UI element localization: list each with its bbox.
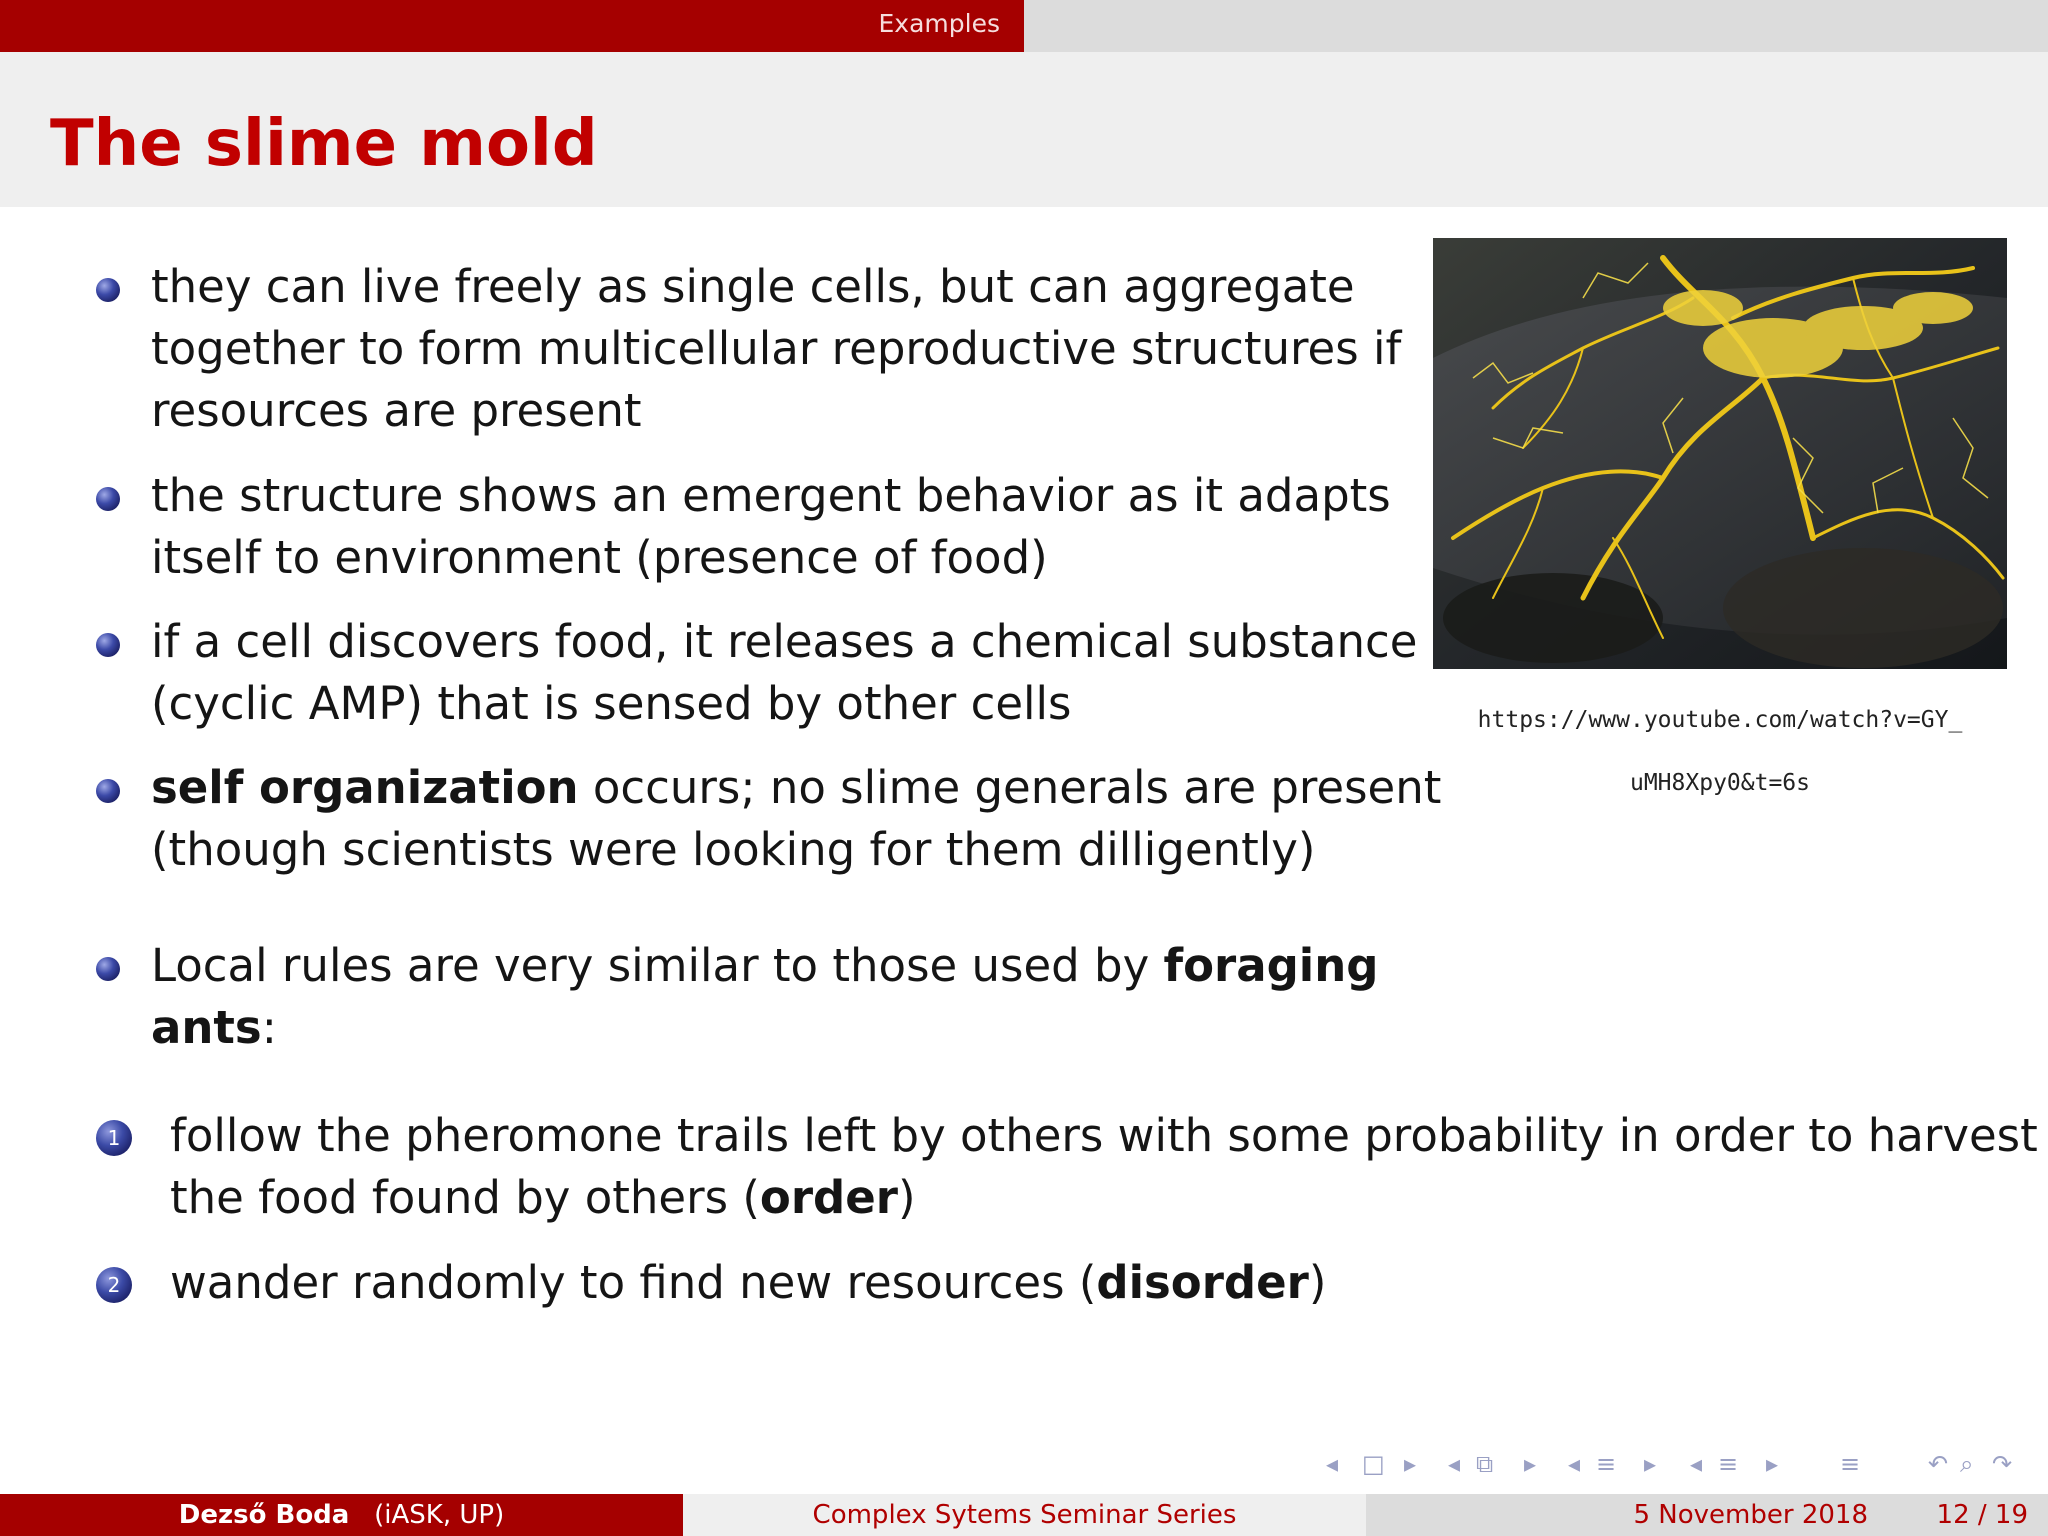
bullet-line: (though scientists were looking for them dilligently): [151, 823, 1316, 876]
nav-next-icon[interactable]: ▸: [1524, 1450, 1537, 1478]
image-caption-url-cont[interactable]: uMH8Xpy0&t=6s: [1629, 770, 1810, 796]
footer-author-segment: [0, 1494, 683, 1536]
bullet-icon: [96, 487, 120, 511]
slide-title: The slime mold: [50, 107, 598, 181]
bullet-line: occurs; no slime generals are present: [578, 761, 1442, 814]
section-label[interactable]: Examples: [878, 9, 1000, 38]
enum-line: wander randomly to find new resources (: [170, 1256, 1097, 1309]
image-caption-url[interactable]: https://www.youtube.com/watch?v=GY_: [1477, 707, 1963, 733]
nav-prev-icon[interactable]: ◂: [1690, 1450, 1703, 1478]
enum-text: [170, 1252, 1326, 1314]
nav-search-icon[interactable]: ⌕: [1960, 1450, 1974, 1478]
footer-page-number: 12 / 19: [1936, 1500, 2028, 1530]
bold-term: disorder: [1096, 1256, 1309, 1309]
bullet-line: they can live freely as single cells, but can aggregate: [151, 260, 1355, 313]
bullet-line: together to form multicellular reproductive structures if: [151, 322, 1402, 375]
enum-number-badge: 1: [96, 1120, 132, 1156]
bullet-line: itself to environment (presence of food): [151, 531, 1048, 584]
bold-term: foraging: [1163, 939, 1379, 992]
bullet-line: :: [261, 1001, 277, 1054]
bullet-line: the structure shows an emergent behavior as it adapts: [151, 469, 1391, 522]
enum-number-badge: 2: [96, 1267, 132, 1303]
bullet-icon: [96, 779, 120, 803]
enum-line: follow the pheromone trails left by others with some probability in order to harvest: [170, 1109, 2038, 1162]
beamer-navigation: [1320, 1448, 2040, 1480]
footer-bar: [0, 1494, 2048, 1536]
slime-mold-photo: [1433, 238, 2007, 669]
nav-frame-icon[interactable]: □: [1362, 1450, 1385, 1478]
bold-term: order: [759, 1171, 898, 1224]
enum-line: ): [897, 1171, 916, 1224]
nav-section-icon[interactable]: ≡: [1718, 1450, 1739, 1478]
enum-text: [170, 1105, 2038, 1229]
footer-date-segment: [1366, 1494, 2048, 1536]
bullet-text: [151, 256, 1401, 442]
bullet-icon: [96, 278, 120, 302]
nav-section-icon[interactable]: ≡: [1596, 1450, 1617, 1478]
bullet-text: [151, 611, 1417, 735]
bullet-line: Local rules are very similar to those used by: [151, 939, 1164, 992]
footer-date: 5 November 2018: [1633, 1500, 1868, 1530]
bullet-text: [151, 935, 1378, 1059]
footer-series: Complex Sytems Seminar Series: [683, 1494, 1366, 1536]
enum-line: the food found by others (: [170, 1171, 760, 1224]
bullet-text: [151, 757, 1441, 881]
nav-next-icon[interactable]: ▸: [1404, 1450, 1417, 1478]
nav-back-icon[interactable]: ↶: [1928, 1450, 1949, 1478]
nav-prev-icon[interactable]: ◂: [1448, 1450, 1461, 1478]
bold-term: ants: [151, 1001, 262, 1054]
footer-affiliation: (iASK, UP): [374, 1500, 505, 1530]
bullet-line: (cyclic AMP) that is sensed by other cells: [151, 677, 1072, 730]
top-header-bar: [0, 0, 2048, 52]
nav-subsection-icon[interactable]: ⧉: [1476, 1450, 1494, 1478]
nav-next-icon[interactable]: ▸: [1644, 1450, 1657, 1478]
bullet-text: [151, 465, 1391, 589]
nav-forward-icon[interactable]: ↷: [1992, 1450, 2013, 1478]
bullet-line: if a cell discovers food, it releases a chemical substance: [151, 615, 1418, 668]
bullet-line: resources are present: [151, 384, 642, 437]
bullet-icon: [96, 957, 120, 981]
nav-prev-icon[interactable]: ◂: [1326, 1450, 1339, 1478]
nav-next-icon[interactable]: ▸: [1766, 1450, 1779, 1478]
bold-term: self organization: [151, 761, 579, 814]
nav-prev-icon[interactable]: ◂: [1568, 1450, 1581, 1478]
header-grey-segment: [1024, 0, 2048, 52]
enum-line: ): [1308, 1256, 1327, 1309]
footer-author: Dezső Boda: [178, 1500, 350, 1530]
bullet-icon: [96, 633, 120, 657]
nav-outline-icon[interactable]: ≡: [1840, 1450, 1861, 1478]
